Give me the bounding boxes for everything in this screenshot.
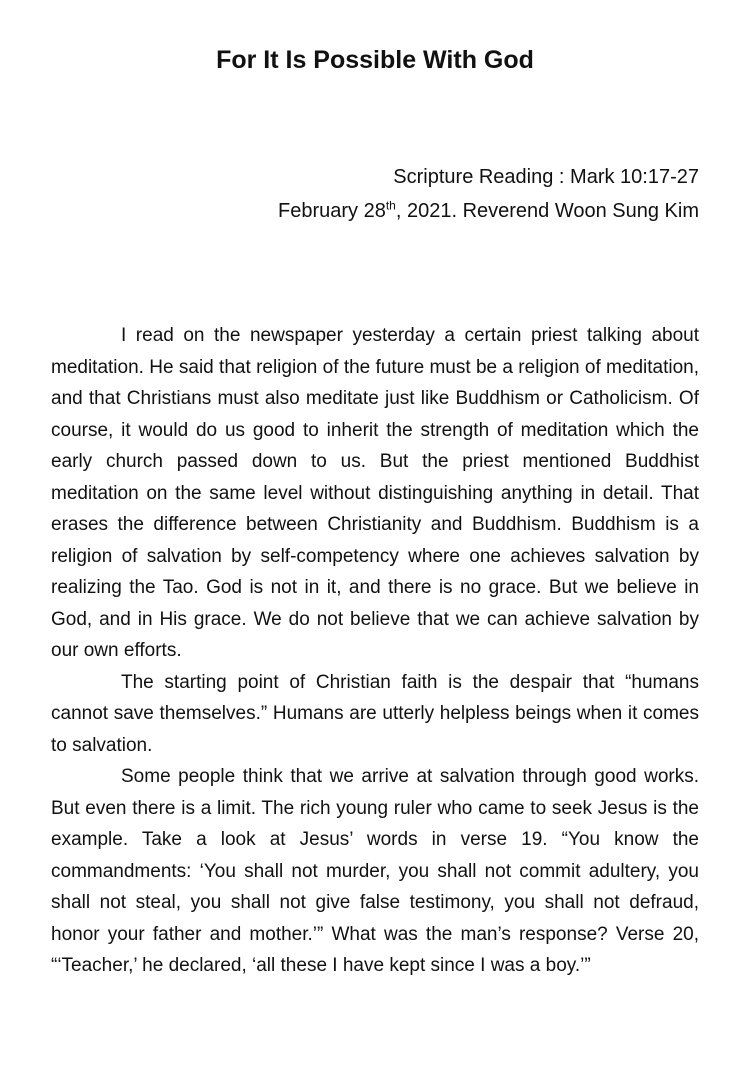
date-ordinal-suffix: th — [385, 198, 396, 213]
sermon-body — [51, 320, 699, 982]
body-paragraph: I read on the newspaper yesterday a certain priest talking about meditation. He said that religion of the future must be a religion of meditation, and that Christians must also meditate just like Buddhism or Catholicism. Of course, it would do us good to inherit the strength of meditation which the early church passed down to us. But the priest mentioned Buddhist meditation on the same level without distinguishing anything in detail. That erases the difference between Christianity and Buddhism. Buddhism is a religion of salvation by self-competency where one achieves salvation by realizing the Tao. God is not in it, and there is no grace. But we believe in God, and in His grace. We do not believe that we can achieve salvation by our own efforts. — [51, 325, 699, 661]
date-author: , 2021. Reverend Woon Sung Kim — [395, 200, 699, 222]
sermon-date-author — [278, 194, 699, 228]
body-paragraph: The starting point of Christian faith is the despair that “humans cannot save themselves.” Humans are utterly helpless beings when it comes to salvation. — [51, 671, 699, 756]
document-title: For It Is Possible With God — [216, 46, 534, 74]
body-paragraph: Some people think that we arrive at salvation through good works. But even there is a limit. The rich young ruler who came to seek Jesus is the example. Take a look at Jesus’ words in verse 19. “You know the commandments: ‘You shall not murder, you shall not commit adultery, you shall not steal, you shall not give false testimony, you shall not defraud, honor your father and mother.’” What was the man’s response? Verse 20, “‘Teacher,’ he declared, ‘all these I have kept since I was a boy.’” — [51, 766, 699, 976]
date-prefix: February 28 — [277, 200, 386, 222]
scripture-reading: Scripture Reading : Mark 10:17-27 — [393, 166, 699, 188]
sermon-meta — [278, 160, 699, 228]
